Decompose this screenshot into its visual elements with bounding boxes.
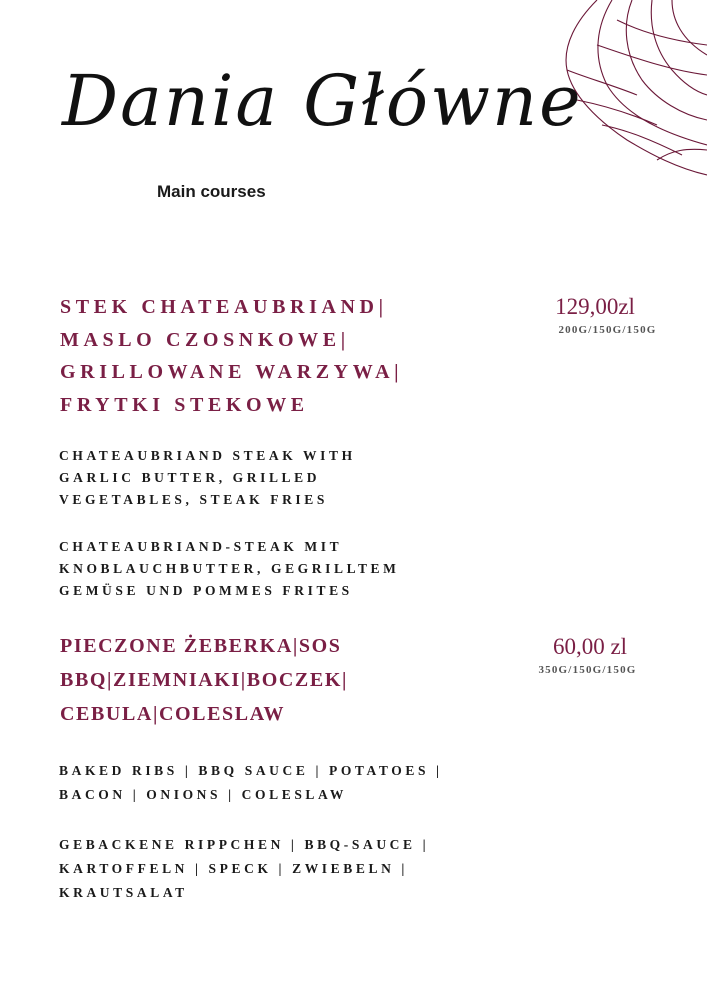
description-line: VEGETABLES, STEAK FRIES: [59, 492, 328, 507]
description-line: KRAUTSALAT: [59, 885, 188, 900]
dish-name-line: FRYTKI STEKOWE: [60, 393, 309, 416]
dish-name-line: STEK CHATEAUBRIAND|: [60, 296, 388, 318]
page-subtitle: Main courses: [157, 182, 266, 201]
description-line: KARTOFFELN | SPECK | ZWIEBELN |: [59, 861, 408, 876]
dish-description-en: [59, 759, 499, 807]
description-line: KNOBLAUCHBUTTER, GEGRILLTEM: [59, 561, 400, 576]
dish-description-de: [59, 536, 499, 602]
dish-weight: 350G/150G/150G: [538, 664, 637, 676]
dish-weight: 200G/150G/150G: [558, 324, 657, 336]
dish-description-de: [59, 833, 499, 905]
dish-name-line: PIECZONE ŻEBERKA|SOS: [60, 635, 342, 657]
dish-name-line: CEBULA|COLESLAW: [60, 703, 286, 725]
description-line: CHATEAUBRIAND-STEAK MIT: [59, 539, 343, 554]
dish-price: 60,00 zl: [552, 634, 628, 659]
description-line: BAKED RIBS | BBQ SAUCE | POTATOES |: [59, 763, 443, 778]
dish-name-line: BBQ|ZIEMNIAKI|BOCZEK|: [60, 669, 348, 691]
dish-price: 129,00zl: [555, 294, 635, 319]
description-line: GARLIC BUTTER, GRILLED: [59, 470, 321, 485]
description-line: BACON | ONIONS | COLESLAW: [59, 787, 347, 802]
dish-name: [60, 291, 490, 421]
dish-name-line: MASLO CZOSNKOWE|: [60, 328, 350, 351]
dish-name-line: GRILLOWANE WARZYWA|: [60, 361, 404, 383]
page-title-script: Dania Główne: [62, 60, 583, 142]
description-line: GEBACKENE RIPPCHEN | BBQ-SAUCE |: [59, 837, 430, 852]
description-line: CHATEAUBRIAND STEAK WITH: [59, 448, 356, 463]
dish-description-en: [59, 445, 499, 511]
dish-name: [60, 629, 490, 731]
description-line: GEMÜSE UND POMMES FRITES: [59, 583, 353, 598]
